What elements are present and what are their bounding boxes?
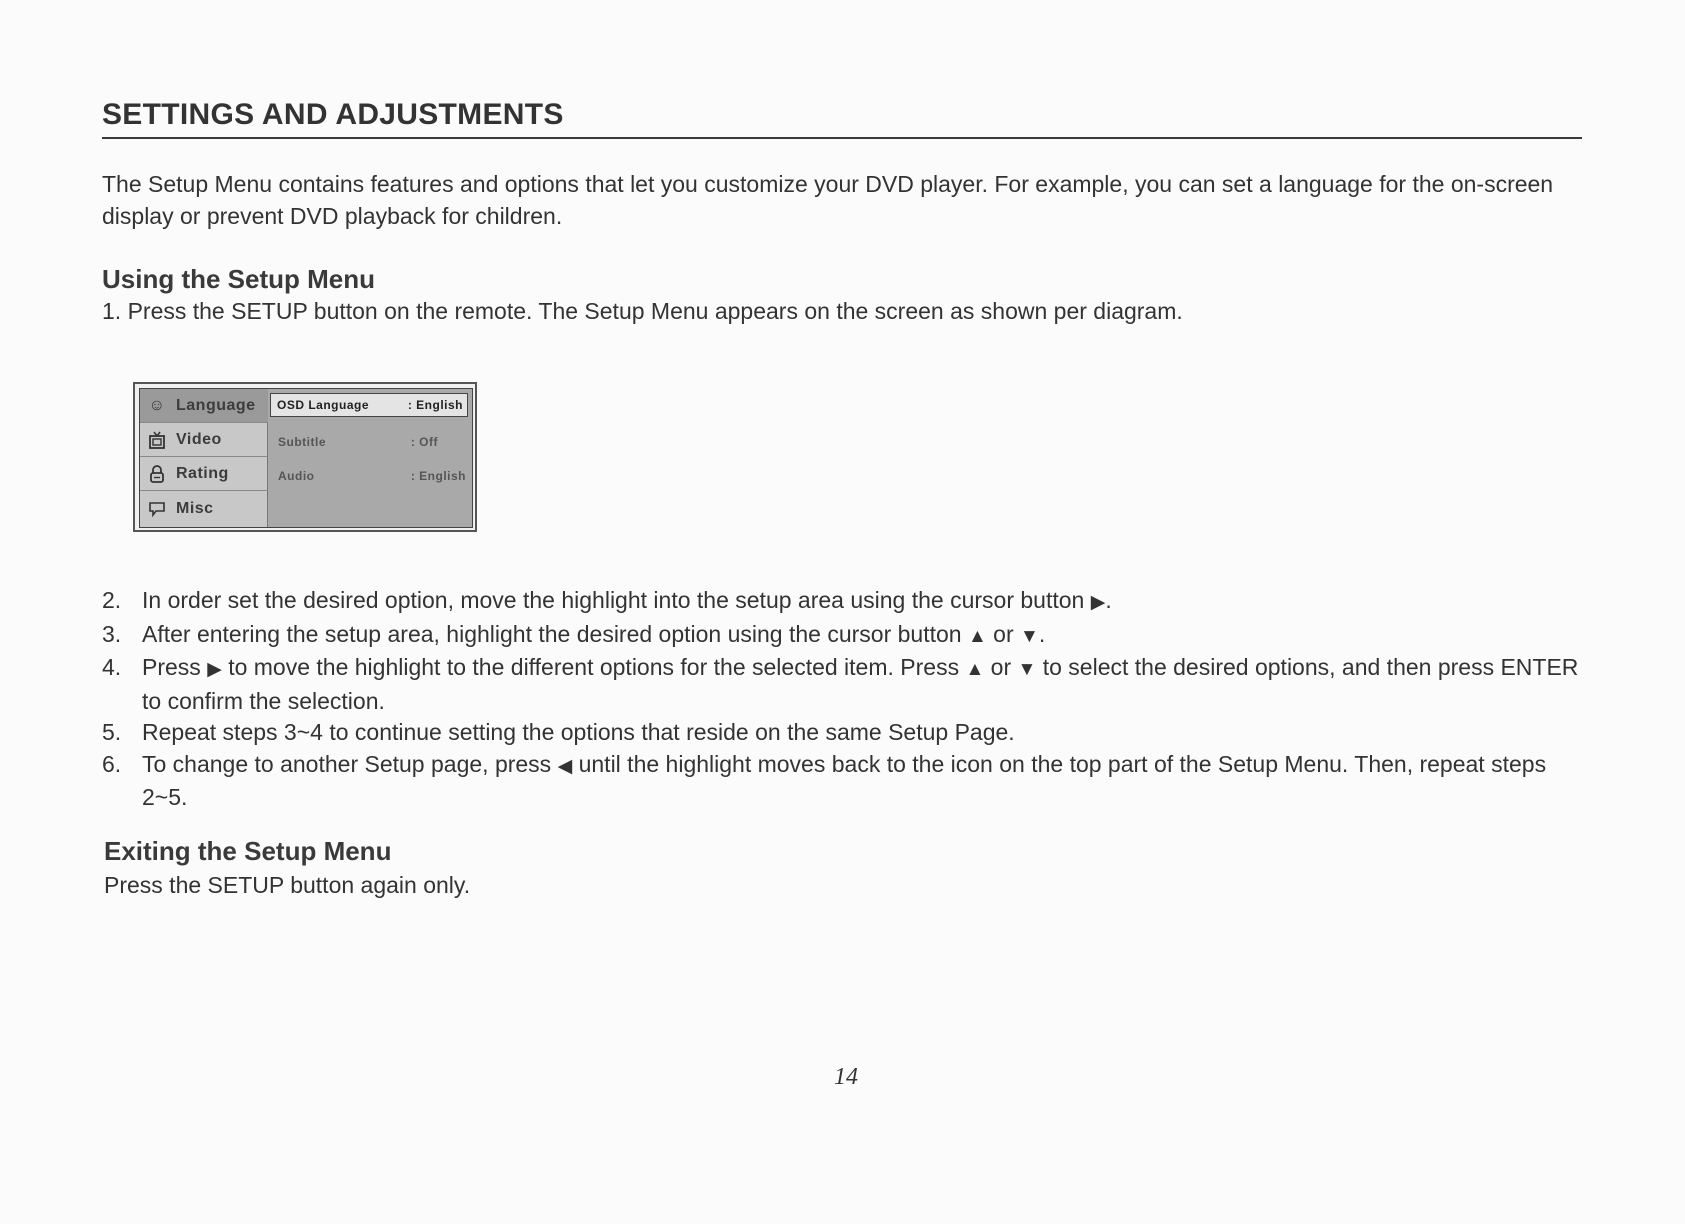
menu-option-subtitle: [268, 425, 472, 459]
option-value: : English: [410, 469, 466, 483]
face-icon: ☺: [148, 396, 166, 414]
step-1: 1. Press the SETUP button on the remote. The Setup Menu appears on the screen as shown per diagram.: [102, 298, 1183, 324]
speech-bubble-icon: [148, 500, 166, 518]
step-text: Repeat steps 3~4 to continue setting the options that reside on the same Setup Page.: [142, 719, 1015, 745]
intro-paragraph: The Setup Menu contains features and options that let you customize your DVD player. For example, you can set a language for the on-screen display or prevent DVD playback for children.: [102, 171, 1554, 229]
cursor-arrow-icon: ▲: [967, 625, 987, 647]
step-number: 2.: [102, 587, 122, 613]
step-item: [102, 619, 1582, 653]
step-text: In order set the desired option, move the highlight into the setup area using the cursor button: [142, 587, 1091, 613]
menu-tab-label: Language: [176, 396, 256, 414]
cursor-arrow-icon: ▼: [1020, 625, 1039, 647]
exit-instructions: Press the SETUP button again only.: [104, 872, 471, 898]
menu-option-osd-language: [270, 393, 468, 417]
step-number: 5.: [102, 719, 122, 745]
setup-menu-panel: [139, 388, 473, 528]
option-label: Subtitle: [278, 435, 326, 449]
tv-icon: [148, 431, 166, 449]
step-number: 3.: [102, 620, 122, 647]
menu-tab-label: Video: [176, 430, 222, 448]
step-text: to move the highlight to the different options for the selected item. Press: [221, 654, 966, 680]
step-text: .: [1105, 587, 1112, 613]
step-text: Press: [142, 654, 208, 680]
cursor-arrow-icon: ▼: [1017, 659, 1037, 680]
steps-list: [102, 585, 1582, 814]
step-text: to select the desired options, and then press ENTER to confirm the selection.: [142, 654, 1579, 714]
step-text: or: [984, 654, 1018, 680]
menu-tab-video: [140, 423, 268, 457]
step-item: [102, 652, 1582, 717]
menu-tab-label: Misc: [176, 500, 214, 517]
step-text: After entering the setup area, highlight the desired option using the cursor button: [142, 620, 968, 647]
step-number: 6.: [102, 750, 122, 777]
page-number: 14: [834, 1064, 858, 1090]
menu-tab-language: [140, 389, 268, 423]
cursor-arrow-icon: ◀: [557, 755, 573, 777]
setup-menu-diagram: [133, 382, 477, 532]
step-text: .: [1038, 620, 1046, 647]
step-text: until the highlight moves back to the icon on the top part of the Setup Menu. Then, repeat steps 2~5.: [142, 750, 1547, 810]
step-number: 4.: [102, 654, 122, 680]
option-value: : Off: [410, 435, 438, 449]
option-value: : English: [407, 398, 463, 412]
step-item: [102, 717, 1582, 749]
cursor-arrow-icon: ▶: [1090, 592, 1106, 613]
lock-icon: [148, 465, 166, 483]
option-label: OSD Language: [277, 398, 370, 412]
title-divider: [102, 137, 1582, 139]
option-label: Audio: [278, 469, 315, 483]
menu-tab-misc: [140, 491, 268, 527]
step-item: [102, 585, 1582, 619]
exiting-setup-heading: Exiting the Setup Menu: [104, 836, 392, 866]
menu-option-audio: [268, 459, 472, 493]
step-item: [102, 749, 1582, 814]
menu-tab-label: Rating: [176, 464, 229, 482]
step-text: or: [986, 620, 1021, 647]
step-text: To change to another Setup page, press: [142, 750, 558, 777]
cursor-arrow-icon: ▶: [207, 659, 222, 680]
page-title: SETTINGS AND ADJUSTMENTS: [102, 98, 564, 131]
using-setup-heading: Using the Setup Menu: [102, 264, 375, 294]
cursor-arrow-icon: ▲: [965, 659, 985, 680]
menu-tab-rating: [140, 457, 268, 491]
